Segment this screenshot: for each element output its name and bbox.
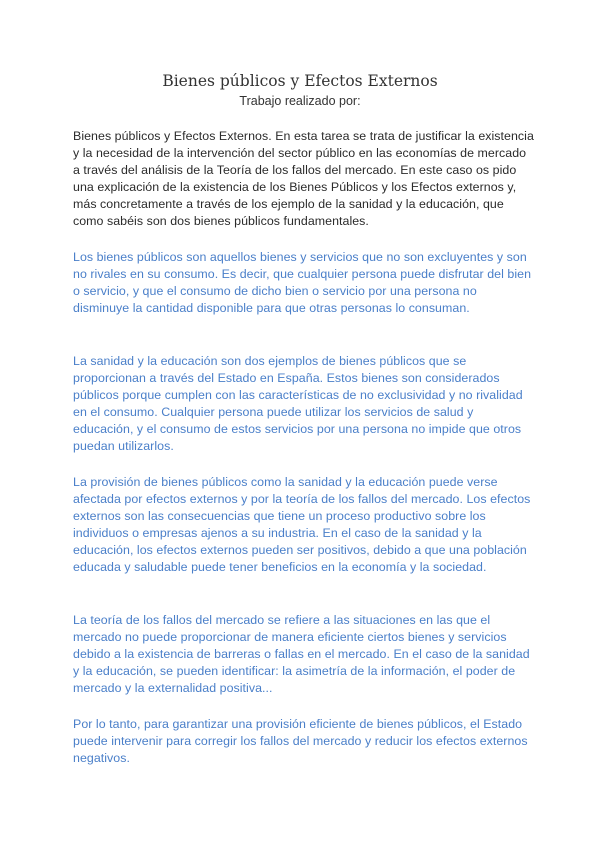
answer-paragraph-1: Los bienes públicos son aquellos bienes y servicios que no son excluyentes y son no rivales en su consumo. Es decir, que cualquier persona puede disfrutar del bien o servicio, y que el consumo de dicho bien o servicio por una persona no disminuye la cantidad disponible para que otras personas lo consuman. (73, 250, 532, 315)
document-title: Bienes públicos y Efectos Externos (162, 72, 438, 90)
answer-paragraph-3: La provisión de bienes públicos como la sanidad y la educación puede verse afectada por efectos externos y por la teoría de los fallos del mercado. Los efectos externos son las consecuencias que tiene un proceso productivo sobre los individuos o empresas ajenos a su industria. En el caso de la sanidad y la educación, los efectos externos pueden ser positivos, debido a que una población educada y saludable puede tener beneficios en la economía y la sociedad. (73, 475, 531, 574)
answer-paragraph-4: La teoría de los fallos del mercado se refiere a las situaciones en las que el mercado no puede proporcionar de manera eficiente ciertos bienes y servicios debido a la existencia de barreras o fallas en el mercado. En el caso de la sanidad y la educación, se pueden identificar: la asimetría de la información, el poder de mercado y la externalidad positiva... (73, 613, 530, 695)
answer-paragraph-5: Por lo tanto, para garantizar una provisión eficiente de bienes públicos, el Estado puede intervenir para corregir los fallos del mercado y reducir los efectos externos negativos. (73, 717, 528, 765)
document-subtitle: Trabajo realizado por: (239, 94, 361, 108)
intro-paragraph: Bienes públicos y Efectos Externos. En esta tarea se trata de justificar la existencia y la necesidad de la intervención del sector público en las economías de mercado a través del análisis de la Teoría de los fallos del mercado. En este caso os pido una explicación de la existencia de los Bienes Públicos y los Efectos externos y, más concretamente a través de los ejemplo de la sanidad y la educación, que como sabéis son dos bienes públicos fundamentales. (73, 129, 534, 228)
answer-paragraph-2: La sanidad y la educación son dos ejemplos de bienes públicos que se proporcionan a través del Estado en España. Estos bienes son considerados públicos porque cumplen con las características de no exclusividad y no rivalidad en el consumo. Cualquier persona puede utilizar los servicios de salud y educación, y el consumo de estos servicios por una persona no impide que otros puedan utilizarlos. (73, 354, 523, 453)
